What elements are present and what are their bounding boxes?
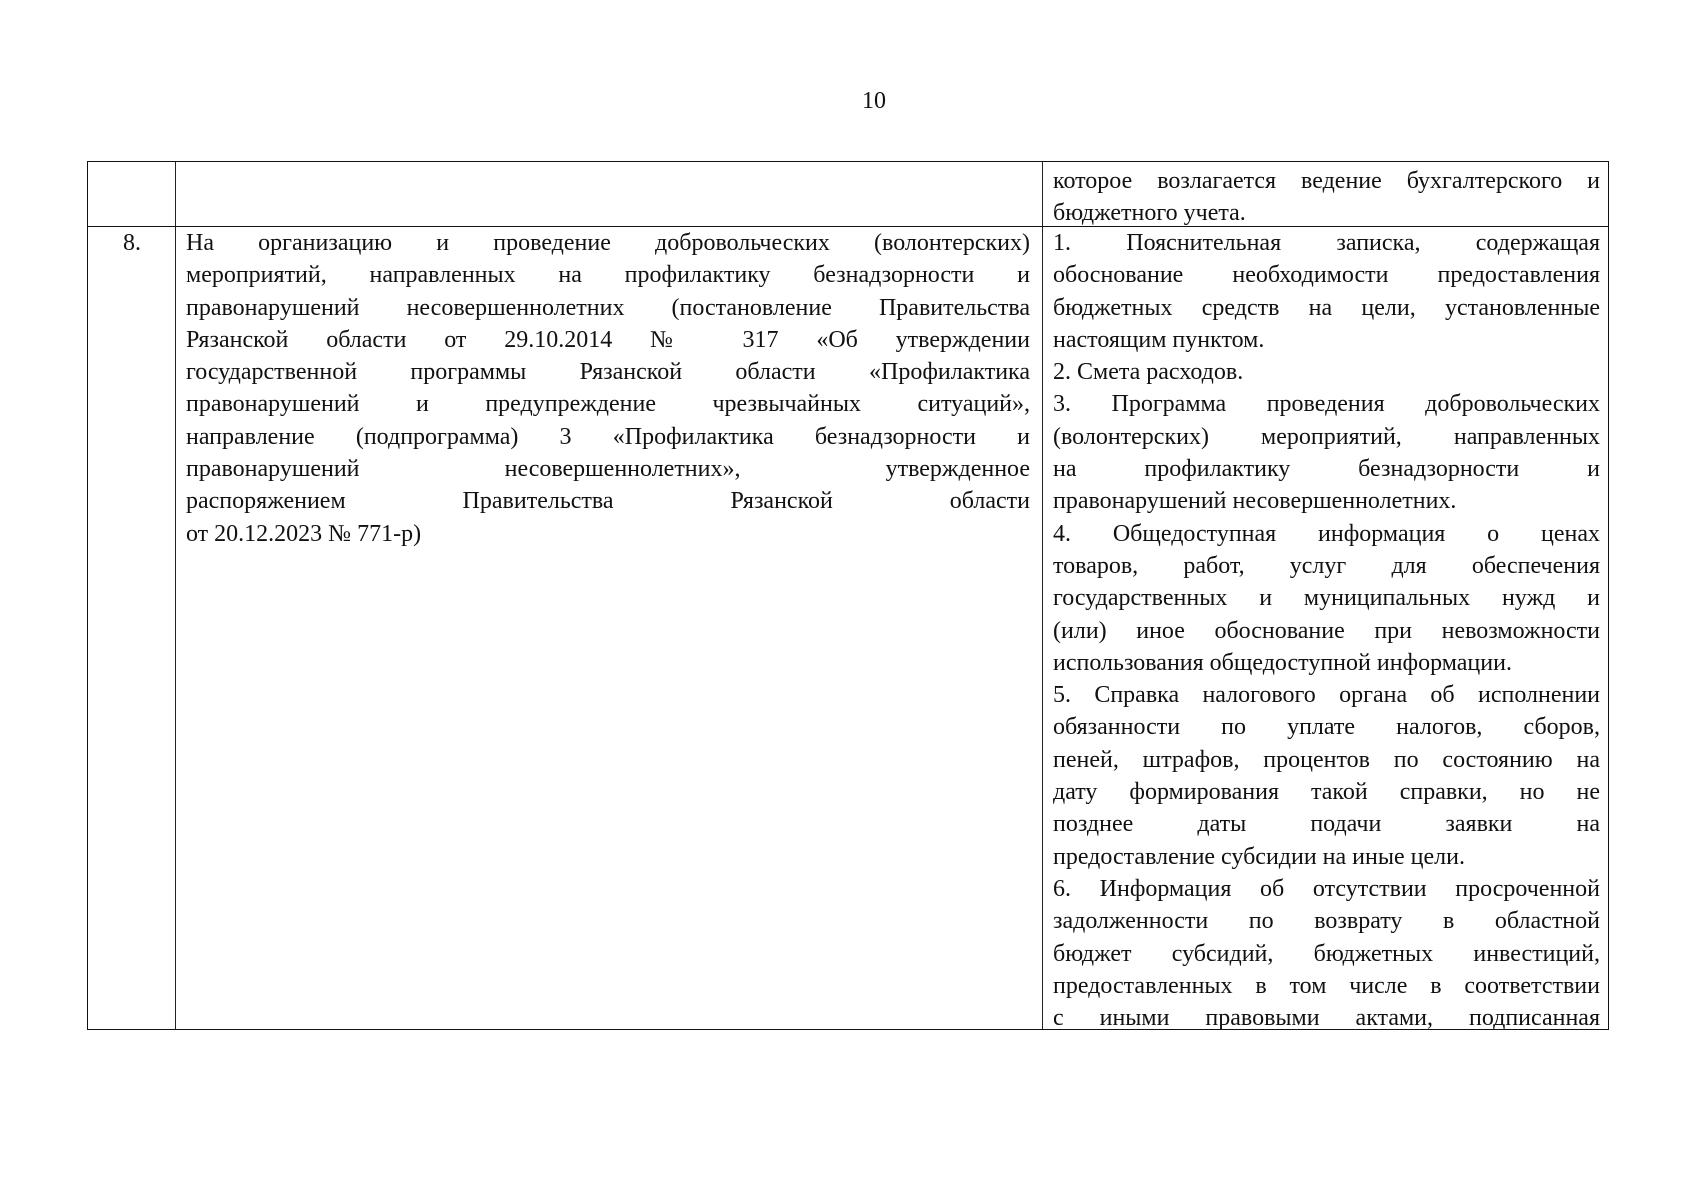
- text-line: бюджетного учета.: [1053, 200, 1246, 227]
- document-item: [1053, 227, 1600, 356]
- document-item: [1053, 356, 1600, 388]
- text-line: обязанности по уплате налогов, сборов,: [1053, 714, 1600, 741]
- page-number: 10: [862, 88, 886, 114]
- row-purpose-text: [186, 227, 1030, 550]
- text-line: предоставление субсидии на иные цели.: [1053, 843, 1465, 870]
- text-line: предоставленных в том числе в соответствии: [1053, 972, 1600, 999]
- text-line: 5. Справка налогового органа об исполнении: [1053, 682, 1600, 709]
- text-line: направление (подпрограмма) 3 «Профилактика безнадзорности и: [186, 423, 1030, 450]
- text-line: бюджет субсидий, бюджетных инвестиций,: [1053, 940, 1600, 967]
- text-line: использования общедоступной информации.: [1053, 649, 1512, 676]
- text-line: дату формирования такой справки, но не: [1053, 779, 1600, 806]
- document-item: [1053, 165, 1600, 230]
- document-item: [1053, 518, 1600, 679]
- text-line: государственных и муниципальных нужд и: [1053, 585, 1600, 612]
- text-line: товаров, работ, услуг для обеспечения: [1053, 552, 1600, 579]
- text-line: правонарушений несовершеннолетних», утвержденное: [186, 456, 1030, 483]
- column-divider: [1042, 162, 1043, 1029]
- text-line: бюджетных средств на цели, установленные: [1053, 294, 1600, 321]
- document-item: [1053, 388, 1600, 517]
- text-line: 2. Смета расходов.: [1053, 359, 1244, 386]
- text-line: пеней, штрафов, процентов по состоянию на: [1053, 746, 1600, 773]
- text-line: 3. Программа проведения добровольческих: [1053, 391, 1600, 418]
- text-line: правонарушений несовершеннолетних.: [1053, 488, 1457, 515]
- document-item: [1053, 679, 1600, 873]
- text-line: распоряжением Правительства Рязанской области: [186, 488, 1030, 515]
- column-divider: [175, 162, 176, 1029]
- text-line: с иными правовыми актами, подписанная: [1053, 1005, 1600, 1032]
- text-line: позднее даты подачи заявки на: [1053, 811, 1600, 838]
- text-line: Рязанской области от 29.10.2014 № 317 «Об утверждении: [186, 326, 1030, 353]
- text-line: от 20.12.2023 № 771-р): [186, 520, 422, 547]
- text-line: настоящим пунктом.: [1053, 326, 1265, 353]
- text-line: 6. Информация об отсутствии просроченной: [1053, 875, 1600, 902]
- text-line: На организацию и проведение добровольческих (волонтерских): [186, 230, 1030, 256]
- row-continuation-documents: [1053, 165, 1600, 230]
- text-line: задолженности по возврату в областной: [1053, 908, 1600, 935]
- row-number: 8.: [123, 230, 141, 256]
- text-line: государственной программы Рязанской области «Профилактика: [186, 359, 1030, 386]
- row-documents-list: [1053, 227, 1600, 1034]
- text-line: правонарушений несовершеннолетних (постановление Правительства: [186, 294, 1030, 321]
- text-line: правонарушений и предупреждение чрезвычайных ситуаций»,: [186, 391, 1030, 418]
- text-line: на профилактику безнадзорности и: [1053, 456, 1600, 483]
- text-line: обоснование необходимости предоставления: [1053, 262, 1600, 289]
- text-line: которое возлагается ведение бухгалтерского и: [1053, 168, 1600, 194]
- text-line: 4. Общедоступная информация о ценах: [1053, 520, 1600, 547]
- text-line: (волонтерских) мероприятий, направленных: [1053, 423, 1600, 450]
- text-line: 1. Пояснительная записка, содержащая: [1053, 230, 1600, 256]
- text-line: мероприятий, направленных на профилактику безнадзорности и: [186, 262, 1030, 289]
- text-line: (или) иное обоснование при невозможности: [1053, 617, 1600, 644]
- requirements-table: [87, 161, 1609, 1030]
- document-item: [1053, 873, 1600, 1034]
